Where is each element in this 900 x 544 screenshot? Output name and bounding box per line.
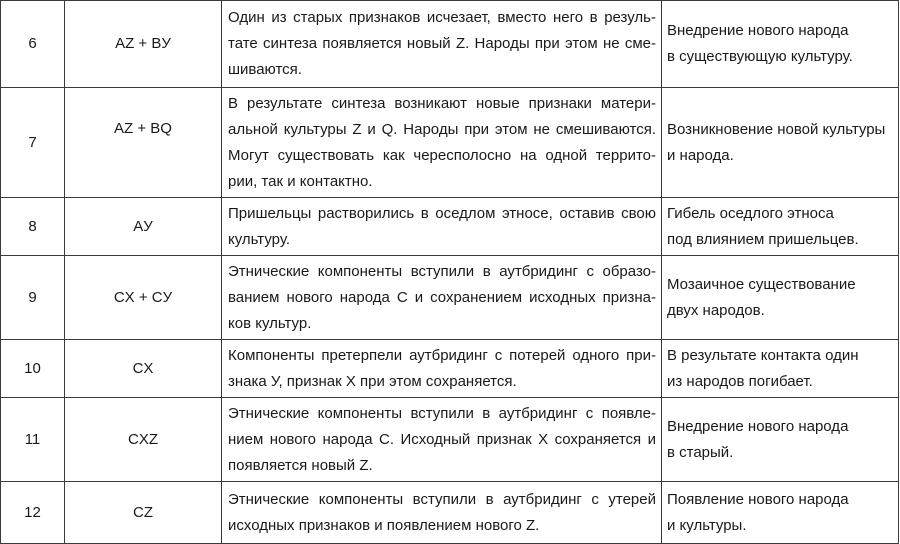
description-line: Один из старых признаков исчезает, вместо него в резуль- <box>228 9 656 26</box>
description-line: шиваются. <box>228 61 302 78</box>
row-description <box>222 340 662 398</box>
table-row <box>1 256 899 340</box>
description-line: появляется новый Z. <box>228 456 373 474</box>
row-formula: AZ + BQ <box>65 88 222 198</box>
row-formula: AZ + BУ <box>65 1 222 88</box>
row-number: 8 <box>1 198 65 256</box>
table-row <box>1 88 899 198</box>
row-result <box>662 198 899 256</box>
description-line: Этнические компоненты вступили в аутбридинг с утерей <box>228 490 656 508</box>
description-line: Этнические компоненты вступили в аутбридинг с образо- <box>228 262 656 280</box>
table-row <box>1 340 899 398</box>
description-line: ков культур. <box>228 314 312 332</box>
result-line: Возникновение новой культуры <box>667 120 886 138</box>
row-result <box>662 1 899 88</box>
description-line: Пришельцы растворились в оседлом этносе, оставив свою <box>228 204 656 222</box>
row-number: 7 <box>1 88 65 198</box>
row-formula: CZ <box>65 482 222 544</box>
row-number: 6 <box>1 1 65 88</box>
description-line: знака У, признак X при этом сохраняется. <box>228 372 517 390</box>
description-line: рии, так и контактно. <box>228 172 373 190</box>
table-row <box>1 482 899 544</box>
description-line: В результате синтеза возникают новые признаки матери- <box>228 94 656 112</box>
result-line: В результате контакта один <box>667 346 859 364</box>
row-number: 10 <box>1 340 65 398</box>
row-description <box>222 88 662 198</box>
description-line: тате синтеза появляется новый Z. Народы при этом не сме- <box>228 35 656 52</box>
result-line: под влиянием пришельцев. <box>667 230 859 248</box>
result-line: Появление нового народа <box>667 490 849 508</box>
result-line: Гибель оседлого этноса <box>667 204 834 222</box>
result-line: Мозаичное существование <box>667 275 856 293</box>
table-row <box>1 198 899 256</box>
description-line: нием нового народа C. Исходный признак X сохраняется и <box>228 430 656 448</box>
table-row <box>1 398 899 482</box>
result-line: в старый. <box>667 443 734 461</box>
row-formula: CX + CУ <box>65 256 222 340</box>
row-result <box>662 398 899 482</box>
result-line: Внедрение нового народа <box>667 417 849 435</box>
row-formula: CX <box>65 340 222 398</box>
result-line: в существующую культуру. <box>667 48 853 65</box>
description-line: Этнические компоненты вступили в аутбридинг с появле- <box>228 404 656 422</box>
row-formula: AУ <box>65 198 222 256</box>
description-line: альной культуры Z и Q. Народы при этом не смешиваются. <box>228 120 656 138</box>
row-number: 11 <box>1 398 65 482</box>
row-description <box>222 482 662 544</box>
row-result <box>662 88 899 198</box>
description-line: ванием нового народа C и сохранением исходных призна- <box>228 288 656 306</box>
row-result <box>662 256 899 340</box>
row-description <box>222 398 662 482</box>
row-result <box>662 482 899 544</box>
table-body <box>1 1 899 544</box>
row-formula: CXZ <box>65 398 222 482</box>
row-result <box>662 340 899 398</box>
row-number: 12 <box>1 482 65 544</box>
result-line: Внедрение нового народа <box>667 22 849 39</box>
description-line: культуру. <box>228 230 291 248</box>
result-line: из народов погибает. <box>667 372 813 390</box>
row-description <box>222 1 662 88</box>
result-line: и народа. <box>667 146 734 164</box>
row-number: 9 <box>1 256 65 340</box>
table-row <box>1 1 899 88</box>
description-line: Компоненты претерпели аутбридинг с потерей одного при- <box>228 346 656 364</box>
result-line: двух народов. <box>667 301 765 319</box>
description-line: исходных признаков и появлением нового Z. <box>228 516 540 534</box>
result-line: и культуры. <box>667 516 747 534</box>
row-description <box>222 198 662 256</box>
description-line: Могут существовать как чересполосно на одной террито- <box>228 146 656 164</box>
row-description <box>222 256 662 340</box>
